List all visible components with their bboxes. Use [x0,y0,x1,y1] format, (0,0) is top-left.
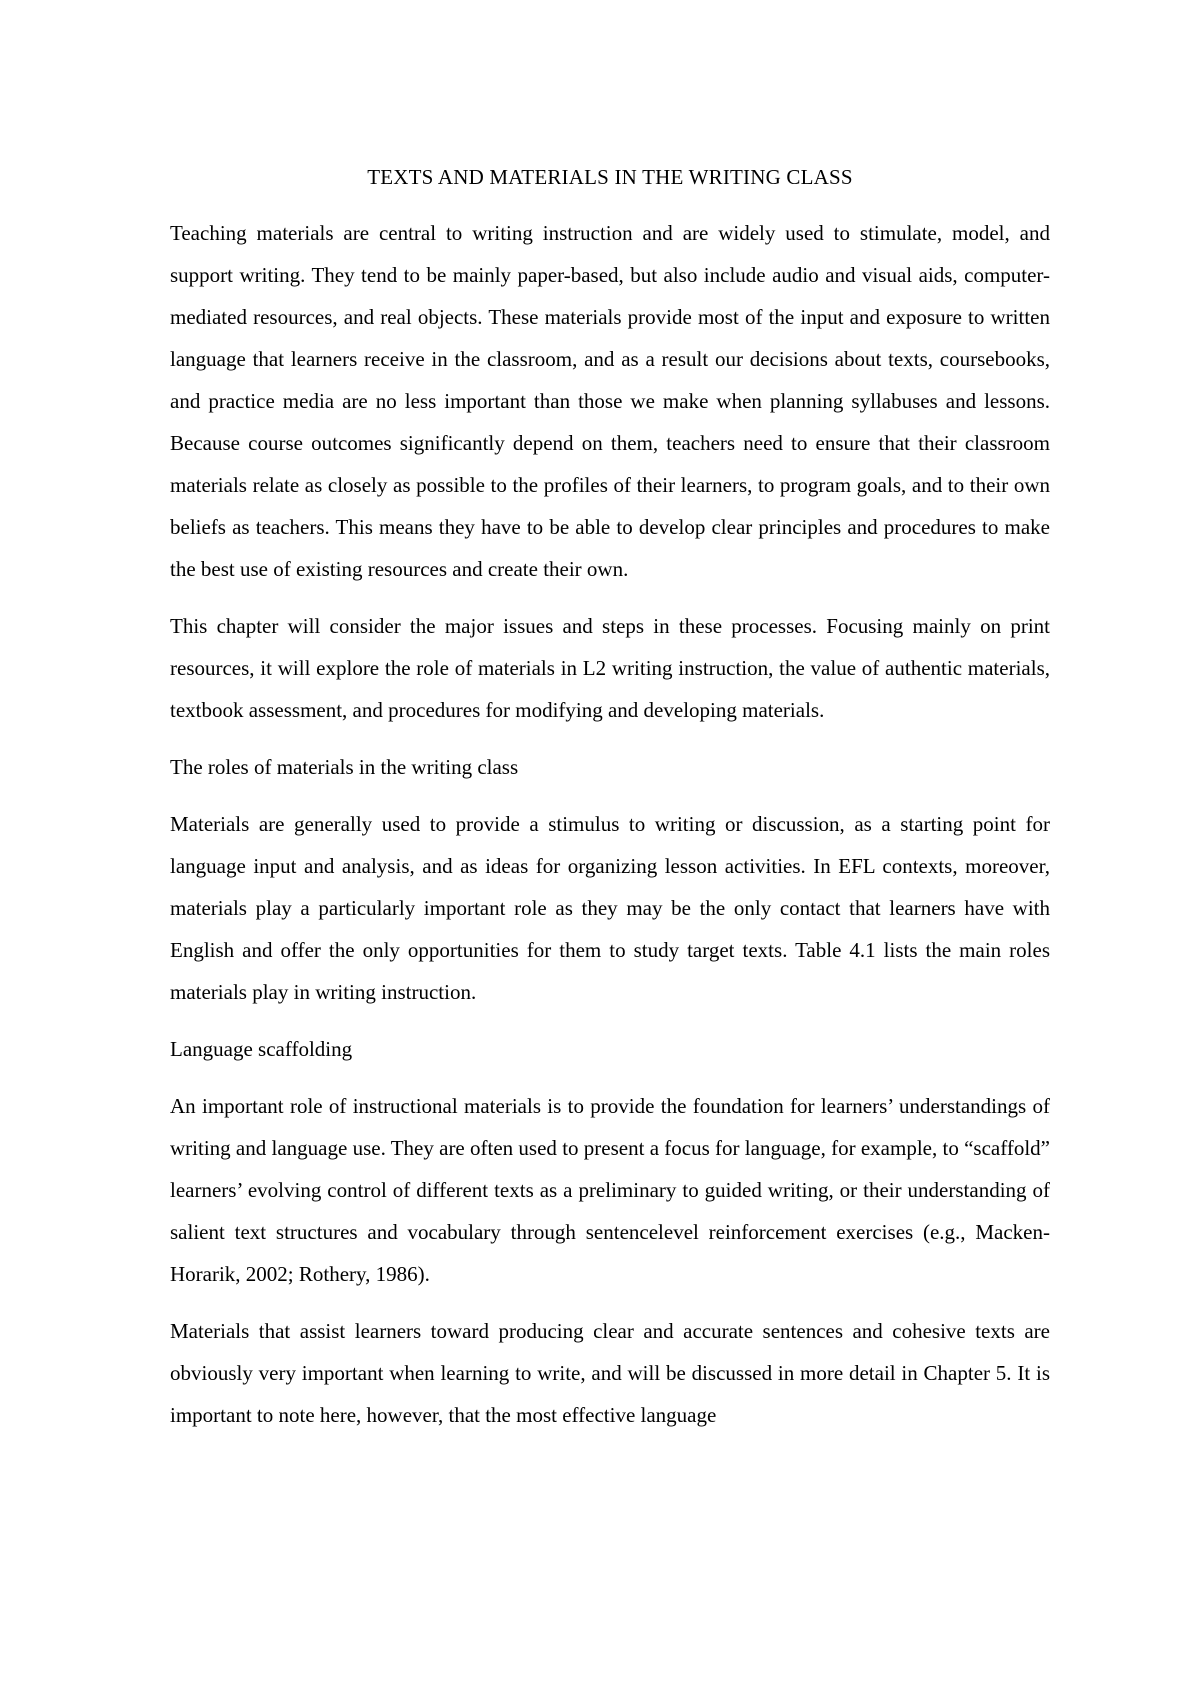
document-page [170,156,1050,1451]
paragraph-chapter-overview: This chapter will consider the major issues and steps in these processes. Focusing mainly on print resources, it will explore the role of materials in L2 writing instruction, the value of authentic materials, textbook assessment, and procedures for modifying and developing materials. [170,614,1050,722]
paragraph-roles-of-materials: Materials are generally used to provide a stimulus to writing or discussion, as a starting point for language input and analysis, and as ideas for organizing lesson activities. In EFL contexts, moreover, materials play a particularly important role as they may be the only contact that learners have with English and offer the only opportunities for them to study target texts. Table 4.1 lists the main roles materials play in writing instruction. [170,812,1050,1004]
section-heading-roles-of-materials: The roles of materials in the writing class [170,755,519,779]
paragraph-language-scaffolding: An important role of instructional materials is to provide the foundation for learners’ understandings of writing and language use. They are often used to present a focus for language, for example, to “scaffold” learners’ evolving control of different texts as a preliminary to guided writing, or their understanding of salient text structures and vocabulary through sentencelevel reinforcement exercises (e.g., Macken-Horarik, 2002; Rothery, 1986). [170,1094,1050,1286]
document-title: TEXTS AND MATERIALS IN THE WRITING CLASS [367,165,853,189]
paragraph-accurate-sentences: Materials that assist learners toward producing clear and accurate sentences and cohesive texts are obviously very important when learning to write, and will be discussed in more detail in Chapter 5. It is important to note here, however, that the most effective language [170,1319,1050,1427]
section-heading-language-scaffolding: Language scaffolding [170,1037,353,1061]
paragraph-intro: Teaching materials are central to writing instruction and are widely used to stimulate, model, and support writing. They tend to be mainly paper-based, but also include audio and visual aids, computer-mediated resources, and real objects. These materials provide most of the input and exposure to written language that learners receive in the classroom, and as a result our decisions about texts, coursebooks, and practice media are no less important than those we make when planning syllabuses and lessons. Because course outcomes significantly depend on them, teachers need to ensure that their classroom materials relate as closely as possible to the profiles of their learners, to program goals, and to their own beliefs as teachers. This means they have to be able to develop clear principles and procedures to make the best use of existing resources and create their own. [170,221,1050,581]
